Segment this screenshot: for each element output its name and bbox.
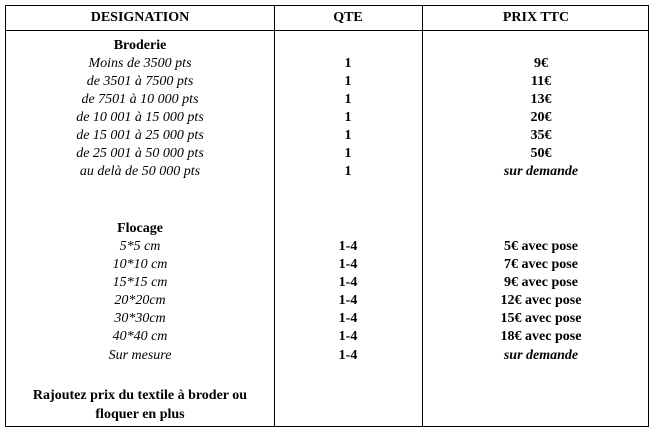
table-row [6, 145, 648, 163]
table-row [6, 91, 648, 109]
row-label: 15*15 cm [112, 275, 168, 290]
row-qte: 1 [344, 92, 352, 107]
row-label: de 15 001 à 25 000 pts [76, 128, 204, 143]
row-label: au delà de 50 000 pts [79, 164, 201, 179]
footnote-line-1: Rajoutez prix du textile à broder ou [32, 388, 248, 403]
row-label: de 25 001 à 50 000 pts [76, 146, 204, 161]
row-qte: 1-4 [338, 348, 358, 363]
row-prix: sur demande [503, 164, 579, 179]
row-prix: 7€ avec pose [504, 257, 578, 272]
row-prix: 18€ avec pose [500, 329, 582, 344]
row-prix: 50€ [530, 146, 552, 161]
row-prix: 20€ [530, 110, 552, 125]
table-row [6, 256, 648, 274]
row-label: de 7501 à 10 000 pts [81, 92, 199, 107]
table-row [6, 109, 648, 127]
row-label: Sur mesure [108, 348, 172, 363]
row-prix: 9€ avec pose [504, 275, 578, 290]
section-title-broderie: Broderie [113, 38, 167, 53]
table-row [6, 328, 648, 346]
row-qte: 1 [344, 110, 352, 125]
row-label: 10*10 cm [112, 257, 168, 272]
section-title-flocage: Flocage [117, 221, 163, 236]
row-label: 5*5 cm [119, 239, 161, 254]
row-qte: 1 [344, 146, 352, 161]
row-prix: 13€ [530, 92, 552, 107]
row-label: Moins de 3500 pts [88, 56, 192, 71]
price-table [5, 5, 649, 427]
table-row [6, 127, 648, 145]
table-row [6, 55, 648, 73]
row-qte: 1-4 [338, 275, 358, 290]
row-qte: 1 [344, 56, 352, 71]
row-qte: 1-4 [338, 329, 358, 344]
header-qte: QTE [333, 10, 363, 25]
row-label: 20*20cm [114, 293, 166, 308]
row-prix: 12€ avec pose [500, 293, 582, 308]
table-row [6, 310, 648, 328]
row-qte: 1 [344, 128, 352, 143]
table-row [6, 163, 648, 181]
row-qte: 1-4 [338, 293, 358, 308]
footnote-line-2: floquer en plus [95, 407, 185, 422]
table-row [6, 347, 648, 365]
header-divider [6, 30, 648, 31]
row-qte: 1 [344, 74, 352, 89]
row-prix: 35€ [530, 128, 552, 143]
row-label: de 10 001 à 15 000 pts [76, 110, 204, 125]
header-designation: DESIGNATION [90, 10, 190, 25]
header-prix-ttc: PRIX TTC [502, 10, 570, 25]
row-qte: 1-4 [338, 239, 358, 254]
row-prix: 15€ avec pose [500, 311, 582, 326]
row-prix: 11€ [530, 74, 552, 89]
table-row [6, 238, 648, 256]
row-prix: 5€ avec pose [504, 239, 578, 254]
row-qte: 1 [344, 164, 352, 179]
row-prix: sur demande [503, 348, 579, 363]
table-row [6, 73, 648, 91]
footnote [6, 386, 274, 424]
row-qte: 1-4 [338, 257, 358, 272]
table-row [6, 274, 648, 292]
row-label: 40*40 cm [112, 329, 168, 344]
row-label: de 3501 à 7500 pts [86, 74, 194, 89]
row-prix: 9€ [534, 56, 548, 71]
table-row [6, 292, 648, 310]
row-qte: 1-4 [338, 311, 358, 326]
row-label: 30*30cm [114, 311, 166, 326]
